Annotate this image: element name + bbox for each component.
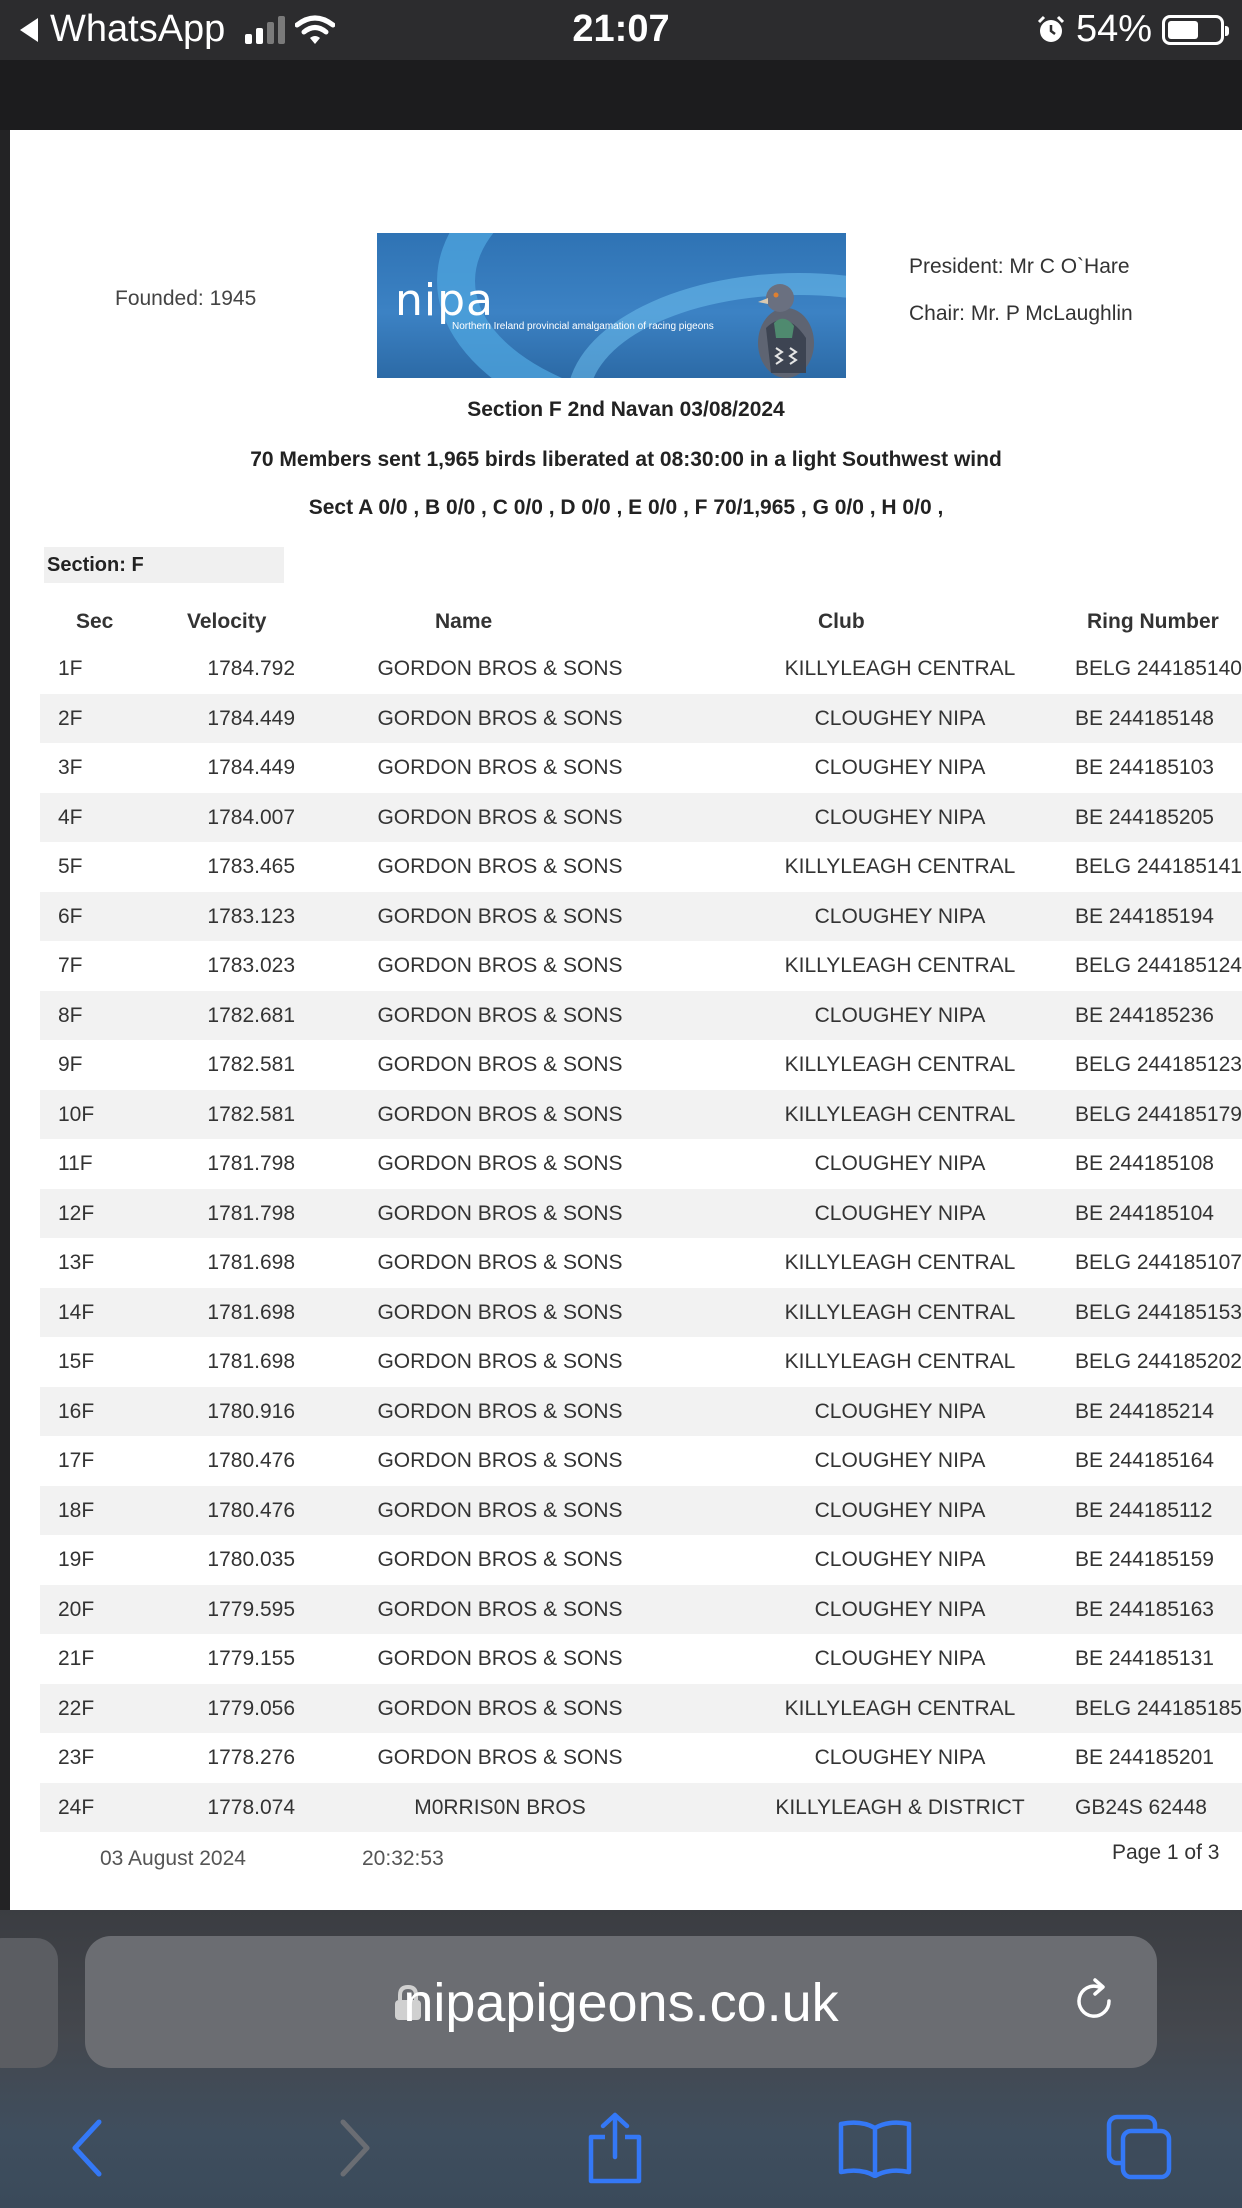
tabs-icon bbox=[1105, 2113, 1175, 2183]
chair-text: Chair: Mr. P McLaughlin bbox=[909, 302, 1133, 325]
cell-velocity: 1779.595 bbox=[207, 1597, 295, 1621]
cell-sec: 18F bbox=[58, 1498, 95, 1522]
pigeon-icon bbox=[746, 268, 816, 378]
cell-name: GORDON BROS & SONS bbox=[377, 657, 623, 680]
cell-ring: BE 244185214 bbox=[1075, 1399, 1214, 1423]
cell-club: KILLYLEAGH CENTRAL bbox=[784, 1350, 1016, 1373]
cell-ring: BE 244185205 bbox=[1075, 805, 1214, 829]
cell-club: CLOUGHEY NIPA bbox=[814, 1548, 986, 1571]
clock: 21:07 bbox=[572, 8, 670, 50]
table-header bbox=[40, 600, 1242, 644]
cell-velocity: 1780.476 bbox=[207, 1498, 295, 1522]
table-row bbox=[40, 941, 1242, 991]
cell-velocity: 1783.465 bbox=[207, 855, 295, 878]
col-velocity: Velocity bbox=[187, 610, 267, 633]
cell-velocity: 1781.698 bbox=[207, 1300, 295, 1324]
cell-sec: 3F bbox=[58, 756, 83, 779]
cell-name: GORDON BROS & SONS bbox=[377, 954, 623, 977]
cell-velocity: 1778.074 bbox=[207, 1795, 295, 1819]
cell-ring: BE 244185201 bbox=[1075, 1746, 1214, 1769]
cell-velocity: 1780.476 bbox=[207, 1449, 295, 1472]
cell-sec: 13F bbox=[58, 1251, 95, 1274]
cell-sec: 1F bbox=[58, 657, 83, 680]
race-summary: 70 Members sent 1,965 birds liberated at 08:30:00 in a light Southwest wind bbox=[250, 448, 1002, 471]
cell-sec: 11F bbox=[58, 1152, 93, 1175]
table-row bbox=[40, 892, 1242, 942]
cell-sec: 16F bbox=[58, 1399, 95, 1423]
cell-sec: 22F bbox=[58, 1696, 95, 1720]
cell-velocity: 1781.798 bbox=[207, 1201, 295, 1225]
url-text: nipapigeons.co.uk bbox=[403, 1973, 839, 2033]
cell-velocity: 1778.276 bbox=[207, 1746, 295, 1769]
cell-sec: 24F bbox=[58, 1795, 95, 1819]
table-row bbox=[40, 1288, 1242, 1338]
cell-ring: BE 244185148 bbox=[1075, 706, 1214, 730]
cell-club: CLOUGHEY NIPA bbox=[814, 756, 986, 779]
cell-club: CLOUGHEY NIPA bbox=[814, 1003, 986, 1027]
bookmarks-button[interactable] bbox=[835, 2108, 915, 2188]
table-row bbox=[40, 793, 1242, 843]
sections-line: Sect A 0/0 , B 0/0 , C 0/0 , D 0/0 , E 0/0 , F 70/1,965 , G 0/0 , H 0/0 , bbox=[308, 496, 944, 519]
battery-icon bbox=[1162, 15, 1224, 45]
cell-sec: 6F bbox=[58, 904, 83, 928]
table-row bbox=[40, 1634, 1242, 1684]
cell-velocity: 1781.698 bbox=[207, 1251, 295, 1274]
cell-ring: BE 244185236 bbox=[1075, 1003, 1214, 1027]
cell-name: GORDON BROS & SONS bbox=[377, 706, 623, 730]
cell-club: CLOUGHEY NIPA bbox=[814, 706, 986, 730]
cell-sec: 5F bbox=[58, 855, 83, 878]
section-label: Section: F bbox=[44, 547, 284, 583]
col-sec: Sec bbox=[76, 610, 114, 633]
forward-button[interactable] bbox=[315, 2108, 395, 2188]
cell-ring: BELG 244185202 bbox=[1075, 1350, 1242, 1373]
table-row bbox=[40, 1535, 1242, 1585]
cell-ring: GB24S 62448 bbox=[1075, 1795, 1207, 1819]
cell-sec: 4F bbox=[58, 805, 83, 829]
cell-velocity: 1782.581 bbox=[207, 1053, 295, 1076]
cell-name: GORDON BROS & SONS bbox=[377, 1498, 623, 1522]
cell-sec: 19F bbox=[58, 1548, 95, 1571]
cell-ring: BELG 244185185 bbox=[1075, 1696, 1242, 1720]
back-to-app-button[interactable] bbox=[18, 8, 225, 51]
back-app-label: WhatsApp bbox=[50, 8, 226, 50]
cell-sec: 21F bbox=[58, 1647, 95, 1670]
cell-club: CLOUGHEY NIPA bbox=[814, 1498, 986, 1522]
bookmarks-icon bbox=[837, 2118, 913, 2178]
cell-name: GORDON BROS & SONS bbox=[377, 1350, 623, 1373]
cell-ring: BE 244185103 bbox=[1075, 756, 1214, 779]
cell-club: KILLYLEAGH CENTRAL bbox=[784, 1251, 1016, 1274]
cell-name: GORDON BROS & SONS bbox=[377, 1597, 623, 1621]
table-row bbox=[40, 1783, 1242, 1833]
footer-date: 03 August 2024 bbox=[100, 1847, 246, 1870]
cell-name: GORDON BROS & SONS bbox=[377, 1399, 623, 1423]
footer-time: 20:32:53 bbox=[362, 1847, 444, 1870]
cell-sec: 7F bbox=[58, 954, 83, 977]
back-arrow-icon bbox=[18, 17, 40, 43]
safari-bottom-bar bbox=[0, 1910, 1242, 2208]
cell-ring: BELG 244185153 bbox=[1075, 1300, 1242, 1324]
cell-club: KILLYLEAGH CENTRAL bbox=[784, 1300, 1016, 1324]
browser-top-gap bbox=[0, 60, 1242, 130]
table-row bbox=[40, 1585, 1242, 1635]
cell-club: KILLYLEAGH CENTRAL bbox=[784, 657, 1016, 680]
cell-name: GORDON BROS & SONS bbox=[377, 1102, 623, 1126]
cell-name: GORDON BROS & SONS bbox=[377, 1152, 623, 1175]
reload-icon[interactable] bbox=[1069, 1976, 1119, 2026]
table-row bbox=[40, 1733, 1242, 1783]
share-icon bbox=[583, 2111, 647, 2185]
table-row bbox=[40, 1387, 1242, 1437]
table-row bbox=[40, 1040, 1242, 1090]
cell-ring: BE 244185163 bbox=[1075, 1597, 1214, 1621]
table-row bbox=[40, 1337, 1242, 1387]
cell-ring: BE 244185104 bbox=[1075, 1201, 1214, 1225]
cell-velocity: 1784.449 bbox=[207, 756, 295, 779]
back-button[interactable] bbox=[47, 2108, 127, 2188]
cell-sec: 17F bbox=[58, 1449, 95, 1472]
cell-name: GORDON BROS & SONS bbox=[377, 904, 623, 928]
table-row bbox=[40, 1436, 1242, 1486]
table-row bbox=[40, 1684, 1242, 1734]
cell-club: CLOUGHEY NIPA bbox=[814, 1399, 986, 1423]
cell-name: GORDON BROS & SONS bbox=[377, 1696, 623, 1720]
table-row bbox=[40, 1486, 1242, 1536]
cell-name: GORDON BROS & SONS bbox=[377, 1053, 623, 1076]
cell-name: GORDON BROS & SONS bbox=[377, 1449, 623, 1472]
cell-name: GORDON BROS & SONS bbox=[377, 1201, 623, 1225]
cell-velocity: 1783.023 bbox=[207, 954, 295, 977]
browser-toolbar bbox=[0, 2090, 1242, 2208]
battery-percent: 54% bbox=[1075, 8, 1152, 50]
cell-sec: 2F bbox=[58, 706, 83, 730]
col-ring: Ring Number bbox=[1087, 610, 1219, 633]
wifi-icon bbox=[295, 15, 335, 45]
cell-ring: BE 244185164 bbox=[1075, 1449, 1214, 1472]
cell-velocity: 1784.007 bbox=[207, 805, 295, 829]
cell-name: M0RRIS0N BROS bbox=[414, 1795, 586, 1819]
cell-name: GORDON BROS & SONS bbox=[377, 756, 623, 779]
race-title: Section F 2nd Navan 03/08/2024 bbox=[467, 398, 785, 421]
cell-ring: BELG 244185140 bbox=[1075, 657, 1242, 680]
col-name: Name bbox=[435, 610, 493, 633]
table-row bbox=[40, 1139, 1242, 1189]
cell-velocity: 1782.581 bbox=[207, 1102, 295, 1126]
table-row bbox=[40, 743, 1242, 793]
table-row bbox=[40, 842, 1242, 892]
table-row bbox=[40, 1189, 1242, 1239]
cell-velocity: 1784.449 bbox=[207, 706, 295, 730]
forward-icon bbox=[335, 2118, 375, 2178]
results-table bbox=[40, 644, 1242, 1832]
cell-velocity: 1780.916 bbox=[207, 1399, 295, 1423]
founded-text: Founded: 1945 bbox=[115, 287, 257, 310]
cell-velocity: 1781.798 bbox=[207, 1152, 295, 1175]
cell-club: CLOUGHEY NIPA bbox=[814, 904, 986, 928]
cell-club: KILLYLEAGH CENTRAL bbox=[784, 954, 1016, 977]
cell-velocity: 1779.056 bbox=[207, 1696, 295, 1720]
page-indicator: Page 1 of 3 bbox=[1112, 1841, 1220, 1864]
cell-name: GORDON BROS & SONS bbox=[377, 855, 623, 878]
previous-tab-preview[interactable] bbox=[0, 1938, 58, 2068]
cell-club: CLOUGHEY NIPA bbox=[814, 1152, 986, 1175]
logo-brand: nipa bbox=[395, 275, 495, 326]
address-bar[interactable] bbox=[85, 1936, 1157, 2068]
back-icon bbox=[67, 2118, 107, 2178]
cell-club: CLOUGHEY NIPA bbox=[814, 1746, 986, 1769]
cell-club: KILLYLEAGH CENTRAL bbox=[784, 855, 1016, 878]
cell-club: CLOUGHEY NIPA bbox=[814, 1449, 986, 1472]
tabs-button[interactable] bbox=[1100, 2108, 1180, 2188]
cell-ring: BE 244185131 bbox=[1075, 1647, 1214, 1670]
cell-sec: 8F bbox=[58, 1003, 83, 1027]
cellular-signal-icon bbox=[245, 16, 285, 44]
logo-tagline: Northern Ireland provincial amalgamation of racing pigeons bbox=[452, 321, 714, 332]
president-text: President: Mr C O`Hare bbox=[909, 255, 1130, 278]
cell-club: CLOUGHEY NIPA bbox=[814, 805, 986, 829]
cell-ring: BELG 244185141 bbox=[1075, 855, 1242, 878]
cell-club: KILLYLEAGH CENTRAL bbox=[784, 1696, 1016, 1720]
cell-sec: 9F bbox=[58, 1053, 83, 1076]
table-row bbox=[40, 644, 1242, 694]
cell-velocity: 1779.155 bbox=[207, 1647, 295, 1670]
table-row bbox=[40, 1238, 1242, 1288]
cell-ring: BE 244185159 bbox=[1075, 1548, 1214, 1571]
cell-club: CLOUGHEY NIPA bbox=[814, 1647, 986, 1670]
table-row bbox=[40, 991, 1242, 1041]
cell-name: GORDON BROS & SONS bbox=[377, 1300, 623, 1324]
cell-ring: BE 244185194 bbox=[1075, 904, 1214, 928]
cell-velocity: 1781.698 bbox=[207, 1350, 295, 1373]
cell-name: GORDON BROS & SONS bbox=[377, 805, 623, 829]
cell-name: GORDON BROS & SONS bbox=[377, 1746, 623, 1769]
cell-name: GORDON BROS & SONS bbox=[377, 1548, 623, 1571]
status-bar bbox=[0, 0, 1242, 60]
cell-sec: 12F bbox=[58, 1201, 95, 1225]
cell-velocity: 1782.681 bbox=[207, 1003, 295, 1027]
cell-sec: 10F bbox=[58, 1102, 95, 1126]
cell-sec: 15F bbox=[58, 1350, 95, 1373]
results-document bbox=[10, 130, 1242, 1910]
table-row bbox=[40, 1090, 1242, 1140]
cell-club: KILLYLEAGH CENTRAL bbox=[784, 1053, 1016, 1076]
alarm-icon bbox=[1036, 15, 1066, 45]
cell-velocity: 1784.792 bbox=[207, 657, 295, 680]
cell-ring: BELG 244185123 bbox=[1075, 1053, 1242, 1076]
cell-club: KILLYLEAGH & DISTRICT bbox=[775, 1795, 1025, 1819]
cell-sec: 23F bbox=[58, 1746, 95, 1769]
cell-club: CLOUGHEY NIPA bbox=[814, 1201, 986, 1225]
cell-ring: BELG 244185124 bbox=[1075, 954, 1242, 977]
cell-name: GORDON BROS & SONS bbox=[377, 1647, 623, 1670]
col-club: Club bbox=[818, 610, 865, 633]
cell-velocity: 1783.123 bbox=[207, 904, 295, 928]
cell-velocity: 1780.035 bbox=[207, 1548, 295, 1571]
cell-ring: BELG 244185179 bbox=[1075, 1102, 1242, 1126]
cell-sec: 20F bbox=[58, 1597, 95, 1621]
cell-name: GORDON BROS & SONS bbox=[377, 1003, 623, 1027]
share-button[interactable] bbox=[575, 2108, 655, 2188]
cell-ring: BE 244185108 bbox=[1075, 1152, 1214, 1175]
table-row bbox=[40, 694, 1242, 744]
cell-name: GORDON BROS & SONS bbox=[377, 1251, 623, 1274]
nipa-logo bbox=[377, 233, 846, 378]
cell-ring: BELG 244185107 bbox=[1075, 1251, 1242, 1274]
cell-sec: 14F bbox=[58, 1300, 95, 1324]
cell-ring: BE 244185112 bbox=[1075, 1498, 1213, 1522]
cell-club: KILLYLEAGH CENTRAL bbox=[784, 1102, 1016, 1126]
cell-club: CLOUGHEY NIPA bbox=[814, 1597, 986, 1621]
